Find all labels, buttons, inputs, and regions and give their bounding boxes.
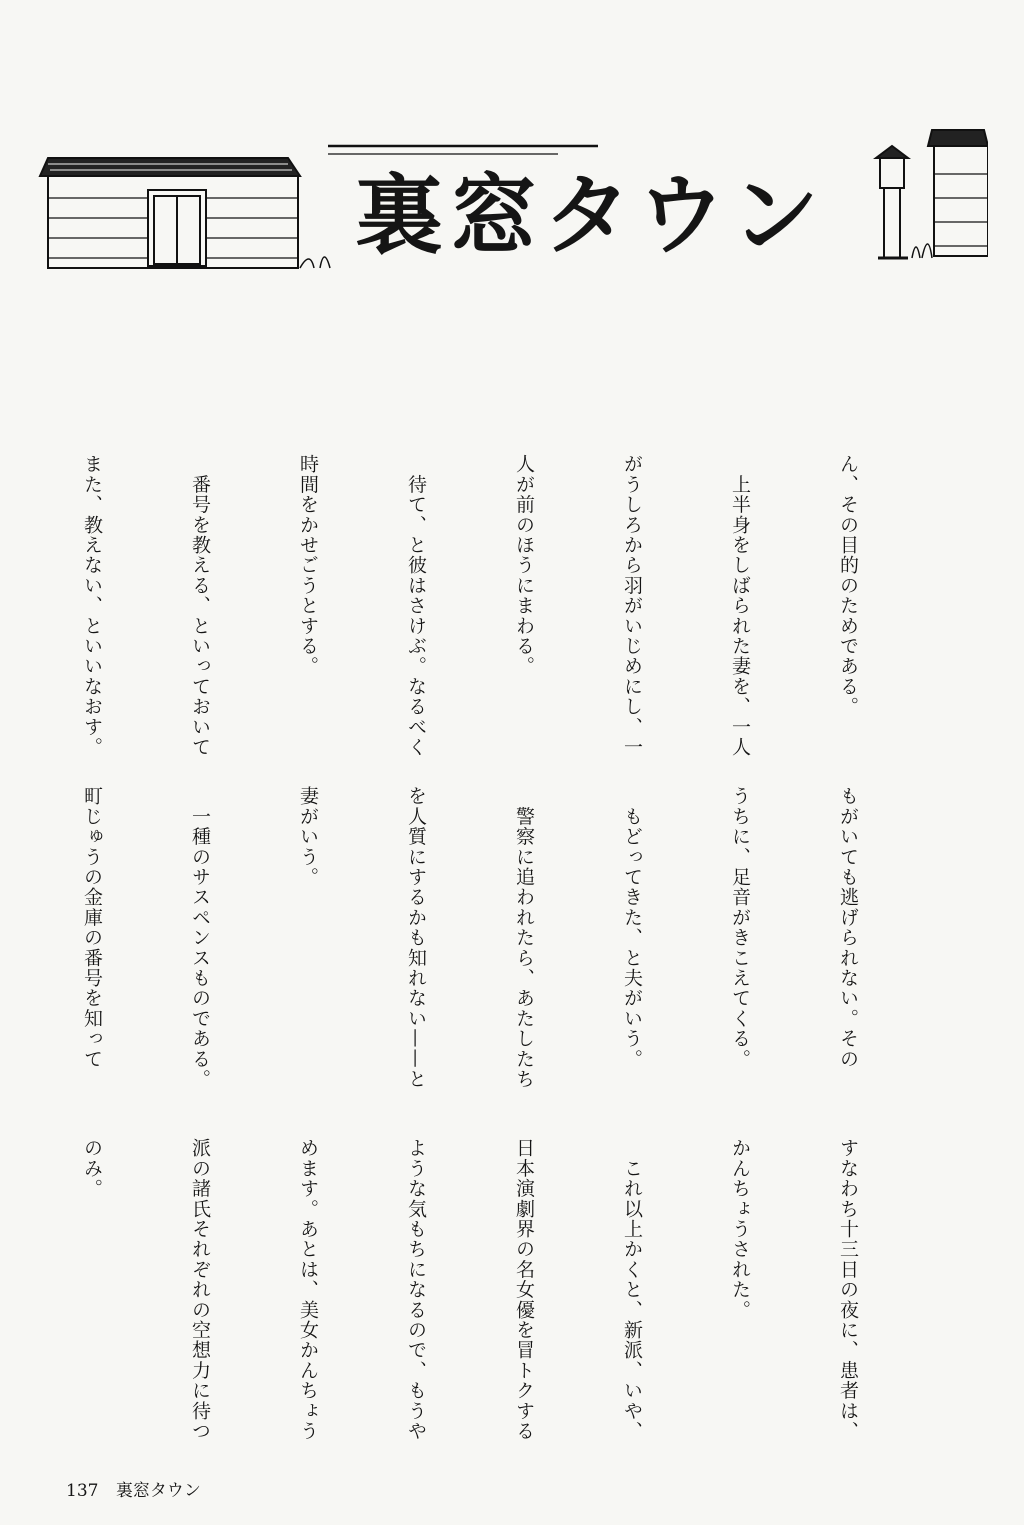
line: 上半身をしばられた妻を、一人 [729, 454, 751, 757]
page-title: 裏窓タウン [354, 163, 825, 267]
line: ような気もちになるので、もうや [405, 1138, 427, 1441]
line: 番号を教える、といっておいて [189, 454, 211, 757]
line: ん、その目的のためである。 [837, 454, 859, 717]
line: これ以上かくと、新派、いや、 [621, 1138, 643, 1441]
line: 一種のサスペンスものである。 [189, 786, 211, 1089]
text-row-1 [0, 454, 938, 770]
article-column [0, 786, 938, 1116]
page-number: 137 [66, 1481, 99, 1501]
line: 警察に追われたら、あたしたち [513, 786, 535, 1089]
line: 町じゅうの金庫の番号を知って [81, 786, 103, 1069]
running-title: 裏窓タウン [115, 1481, 201, 1501]
line: 待て、と彼はさけぶ。なるべく [405, 454, 427, 757]
line: うちに、足音がきこえてくる。 [729, 786, 751, 1069]
line: のみ。 [81, 1138, 103, 1199]
line [0, 454, 2, 770]
line: もがいても逃げられない。その [837, 786, 859, 1069]
line: 日本演劇界の名女優を冒トクする [513, 1138, 535, 1441]
line: がうしろから羽がいじめにし、一 [621, 454, 643, 757]
article-column [0, 454, 938, 770]
text-row-2 [0, 786, 938, 1116]
line: めます。あとは、美女かんちょう [297, 1138, 319, 1441]
line: 時間をかせごうとする。 [297, 454, 319, 677]
text-row-3 [0, 1138, 938, 1462]
line: また、教えない、といいなおす。 [81, 454, 103, 757]
page-footer [66, 1476, 201, 1501]
left-house-illustration [40, 158, 330, 268]
line: 派の諸氏それぞれの空想力に待つ [189, 1138, 211, 1441]
line: を人質にするかも知れない——と [405, 786, 427, 1089]
line: すなわち十三日の夜に、患者は、 [837, 1138, 859, 1441]
line: 人が前のほうにまわる。 [513, 454, 535, 677]
line: もどってきた、と夫がいう。 [621, 786, 643, 1069]
line: かんちょうされた。 [729, 1138, 751, 1320]
line [0, 786, 2, 1116]
article-column [0, 1138, 938, 1462]
signature [0, 1138, 2, 1462]
line: 妻がいう。 [297, 786, 319, 887]
